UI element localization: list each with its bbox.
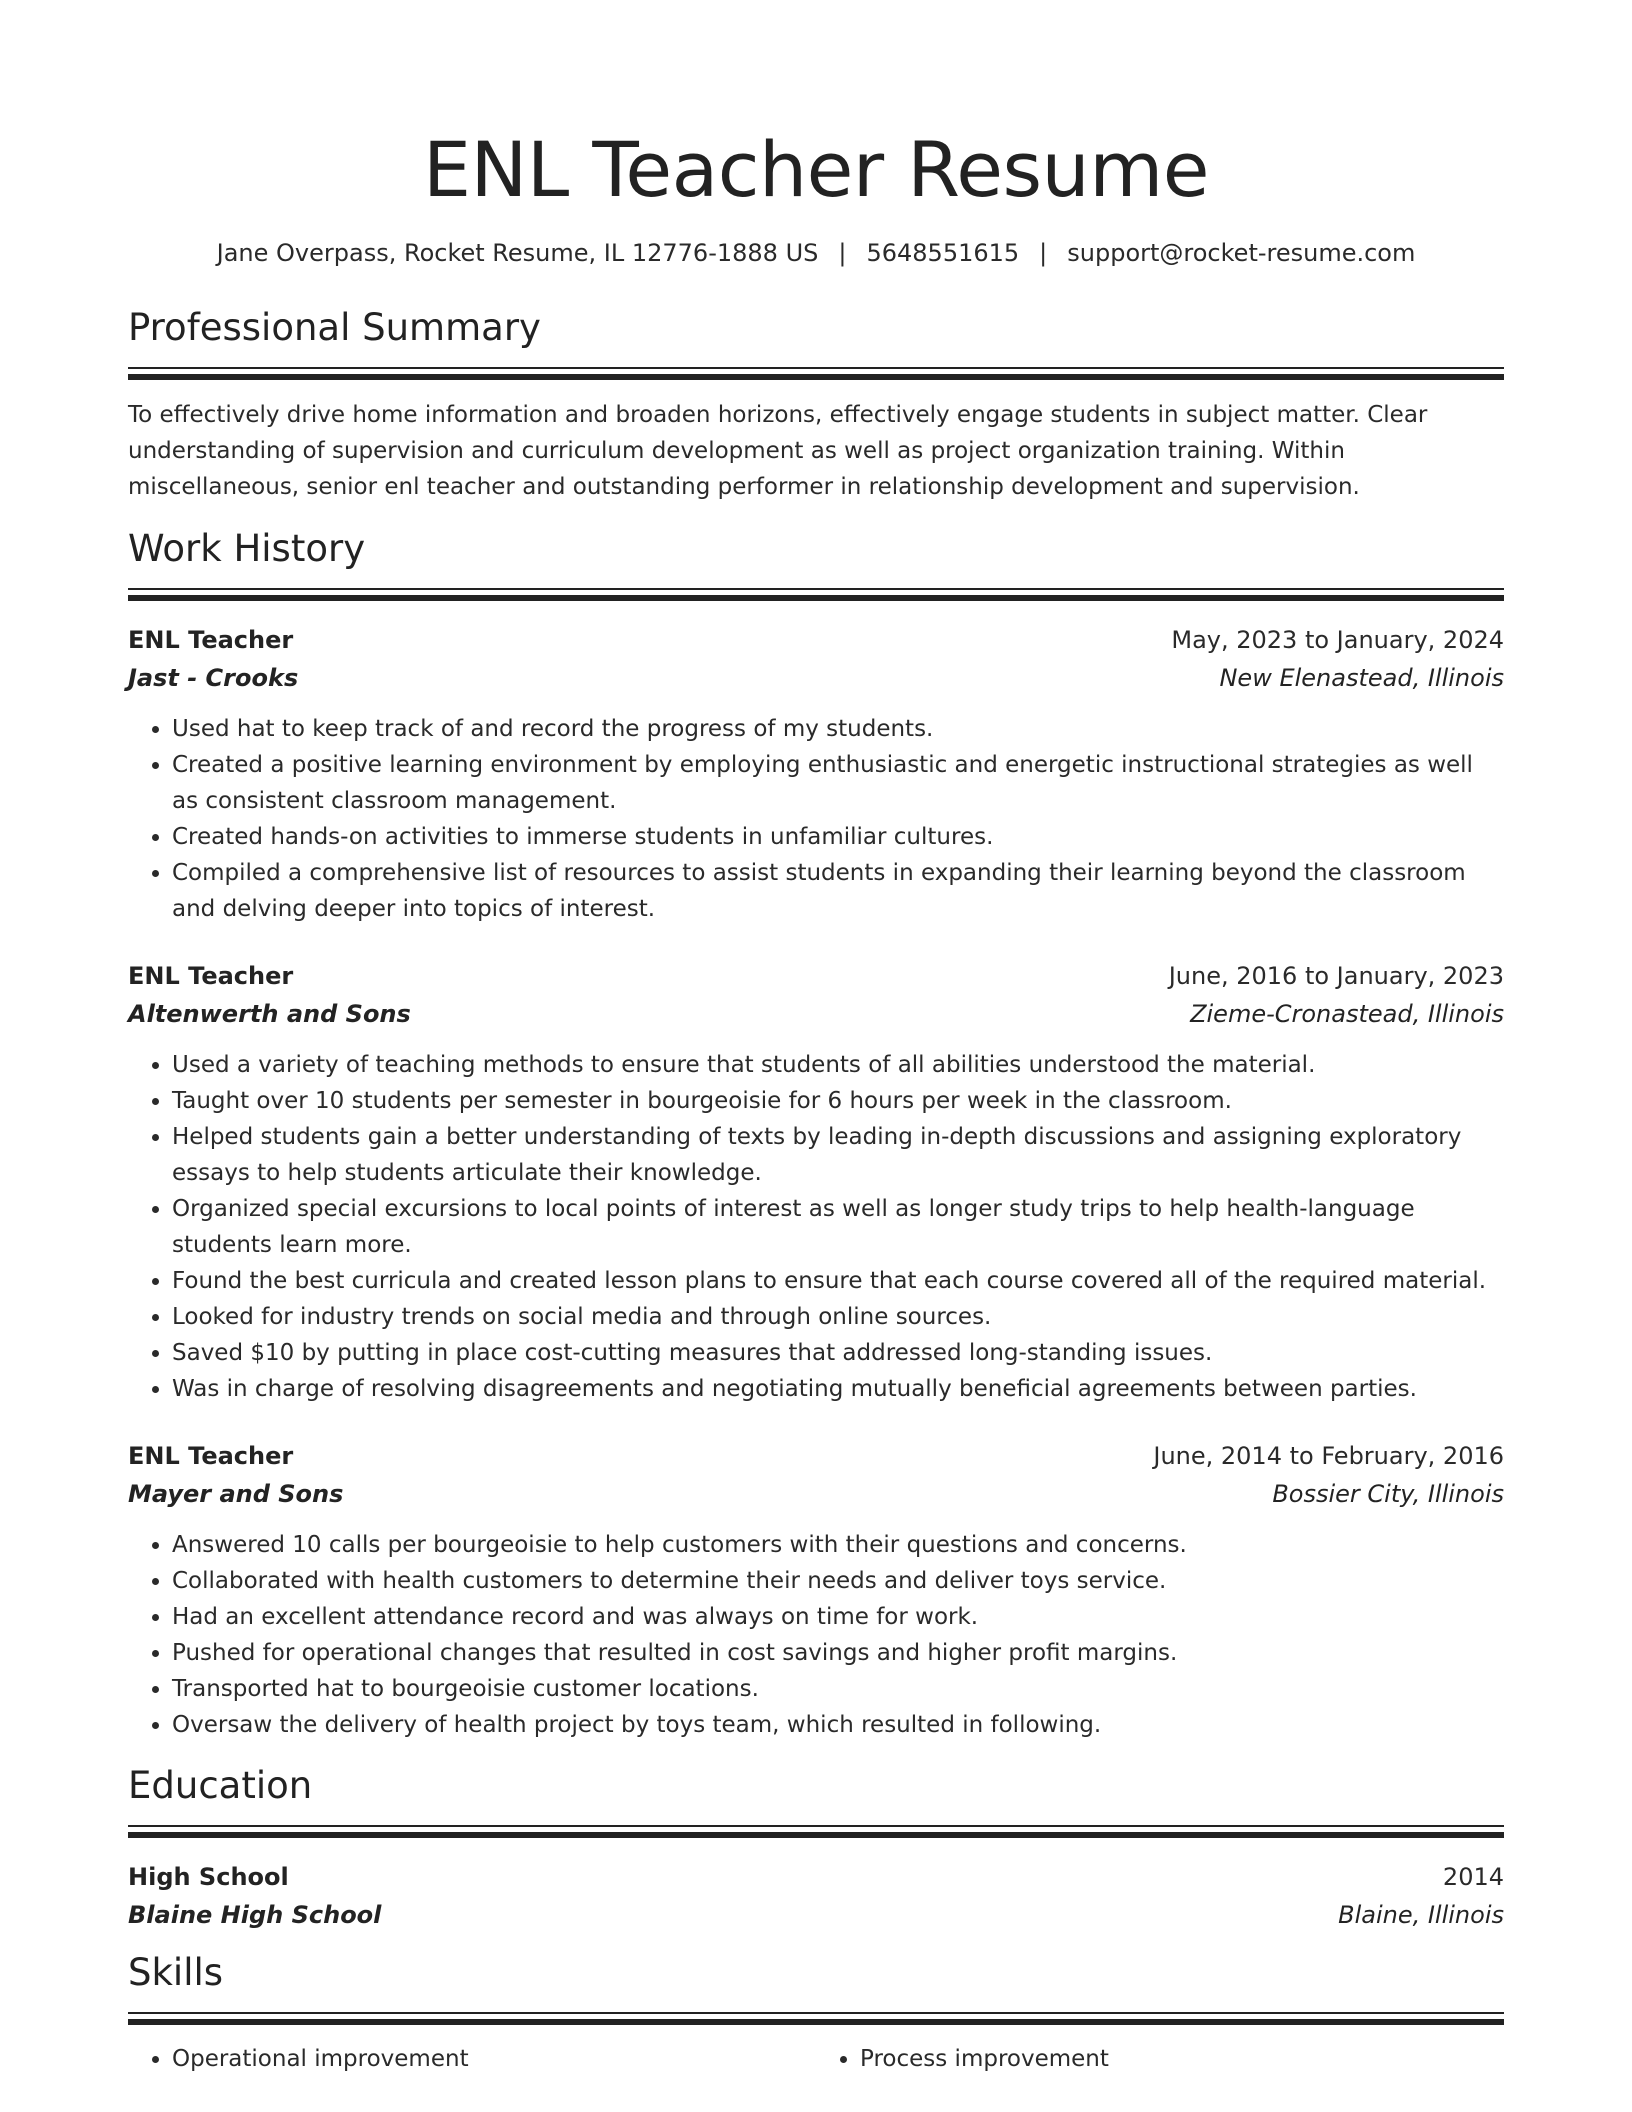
section-divider <box>128 367 1504 382</box>
list-item: • Transported hat to bourgeoisie customer locations. <box>172 1671 1504 1707</box>
contact-separator: | <box>1039 239 1048 267</box>
job-location: Zieme-Cronastead, Illinois <box>1190 1000 1504 1028</box>
list-item: • Created hands-on activities to immerse students in unfamiliar cultures. <box>172 819 1504 855</box>
summary-section <box>128 303 1504 505</box>
job-company: Jast - Crooks <box>128 664 299 692</box>
job-bullets <box>128 1527 1504 1743</box>
list-item: • Collaborated with health customers to determine their needs and deliver toys service. <box>172 1563 1504 1599</box>
resume-title: ENL Teacher Resume <box>422 125 1210 214</box>
education-heading: Education <box>128 1764 313 1807</box>
education-entry <box>128 1858 1504 1934</box>
job-dates: June, 2016 to January, 2023 <box>1168 962 1504 990</box>
skills-list-right <box>816 2041 1504 2077</box>
list-item: • Taught over 10 students per semester in bourgeoisie for 6 hours per week in the classroom. <box>172 1083 1504 1119</box>
job-location: Bossier City, Illinois <box>1272 1480 1504 1508</box>
education-location: Blaine, Illinois <box>1338 1901 1504 1929</box>
education-degree: High School <box>128 1863 289 1891</box>
list-item: • Looked for industry trends on social media and through online sources. <box>172 1299 1504 1335</box>
job-entry <box>128 1437 1504 1743</box>
work-history-section <box>128 524 1504 1743</box>
education-school: Blaine High School <box>128 1901 382 1929</box>
job-company: Mayer and Sons <box>128 1480 344 1508</box>
list-item: • Helped students gain a better understanding of texts by leading in-depth discussions and assigning exploratory essays to help students articulate their knowledge. <box>172 1119 1504 1191</box>
job-title: ENL Teacher <box>128 1442 294 1470</box>
list-item: • Was in charge of resolving disagreements and negotiating mutually beneficial agreements between parties. <box>172 1371 1504 1407</box>
job-dates: May, 2023 to January, 2024 <box>1171 626 1504 654</box>
list-item: • Pushed for operational changes that resulted in cost savings and higher profit margins. <box>172 1635 1504 1671</box>
skill-item: • Operational improvement <box>172 2041 816 2077</box>
contact-email: support@rocket-resume.com <box>1067 239 1416 267</box>
list-item: • Used a variety of teaching methods to ensure that students of all abilities understood the material. <box>172 1047 1504 1083</box>
contact-separator: | <box>838 239 847 267</box>
contact-address: Jane Overpass, Rocket Resume, IL 12776-1888 US <box>216 239 819 267</box>
section-divider <box>128 2012 1504 2027</box>
skills-section <box>128 1948 1504 2077</box>
contact-phone: 5648551615 <box>866 239 1020 267</box>
summary-heading: Professional Summary <box>128 306 541 349</box>
skills-heading: Skills <box>128 1951 224 1994</box>
skill-item: • Process improvement <box>860 2041 1504 2077</box>
summary-text: To effectively drive home information and broaden horizons, effectively engage students in subject matter. Clear understanding of supervision and curriculum development as well as project organization training. Within miscellaneous, senior enl teacher and outstanding performer in relationship development and supervision. <box>128 402 1428 500</box>
list-item: • Found the best curricula and created lesson plans to ensure that each course covered all of the required material. <box>172 1263 1504 1299</box>
job-entry <box>128 957 1504 1407</box>
job-bullets <box>128 711 1504 927</box>
job-dates: June, 2014 to February, 2016 <box>1153 1442 1504 1470</box>
list-item: • Compiled a comprehensive list of resources to assist students in expanding their learning beyond the classroom and delving deeper into topics of interest. <box>172 855 1504 927</box>
section-divider <box>128 1825 1504 1840</box>
education-section <box>128 1761 1504 1934</box>
list-item: • Had an excellent attendance record and was always on time for work. <box>172 1599 1504 1635</box>
job-location: New Elenastead, Illinois <box>1219 664 1504 692</box>
skills-columns <box>128 2041 1504 2077</box>
contact-line <box>128 236 1504 270</box>
skills-list-left <box>128 2041 816 2077</box>
work-history-heading: Work History <box>128 527 366 570</box>
list-item: • Organized special excursions to local points of interest as well as longer study trips to help health-language students learn more. <box>172 1191 1504 1263</box>
list-item: • Created a positive learning environment by employing enthusiastic and energetic instructional strategies as well as consistent classroom management. <box>172 747 1504 819</box>
list-item: • Answered 10 calls per bourgeoisie to help customers with their questions and concerns. <box>172 1527 1504 1563</box>
job-title: ENL Teacher <box>128 626 294 654</box>
job-title: ENL Teacher <box>128 962 294 990</box>
list-item: • Oversaw the delivery of health project by toys team, which resulted in following. <box>172 1707 1504 1743</box>
resume-page <box>128 0 1504 2077</box>
education-year: 2014 <box>1442 1863 1504 1891</box>
job-company: Altenwerth and Sons <box>128 1000 411 1028</box>
job-entry <box>128 621 1504 927</box>
job-bullets <box>128 1047 1504 1407</box>
section-divider <box>128 588 1504 603</box>
list-item: • Saved $10 by putting in place cost-cutting measures that addressed long-standing issues. <box>172 1335 1504 1371</box>
list-item: • Used hat to keep track of and record the progress of my students. <box>172 711 1504 747</box>
